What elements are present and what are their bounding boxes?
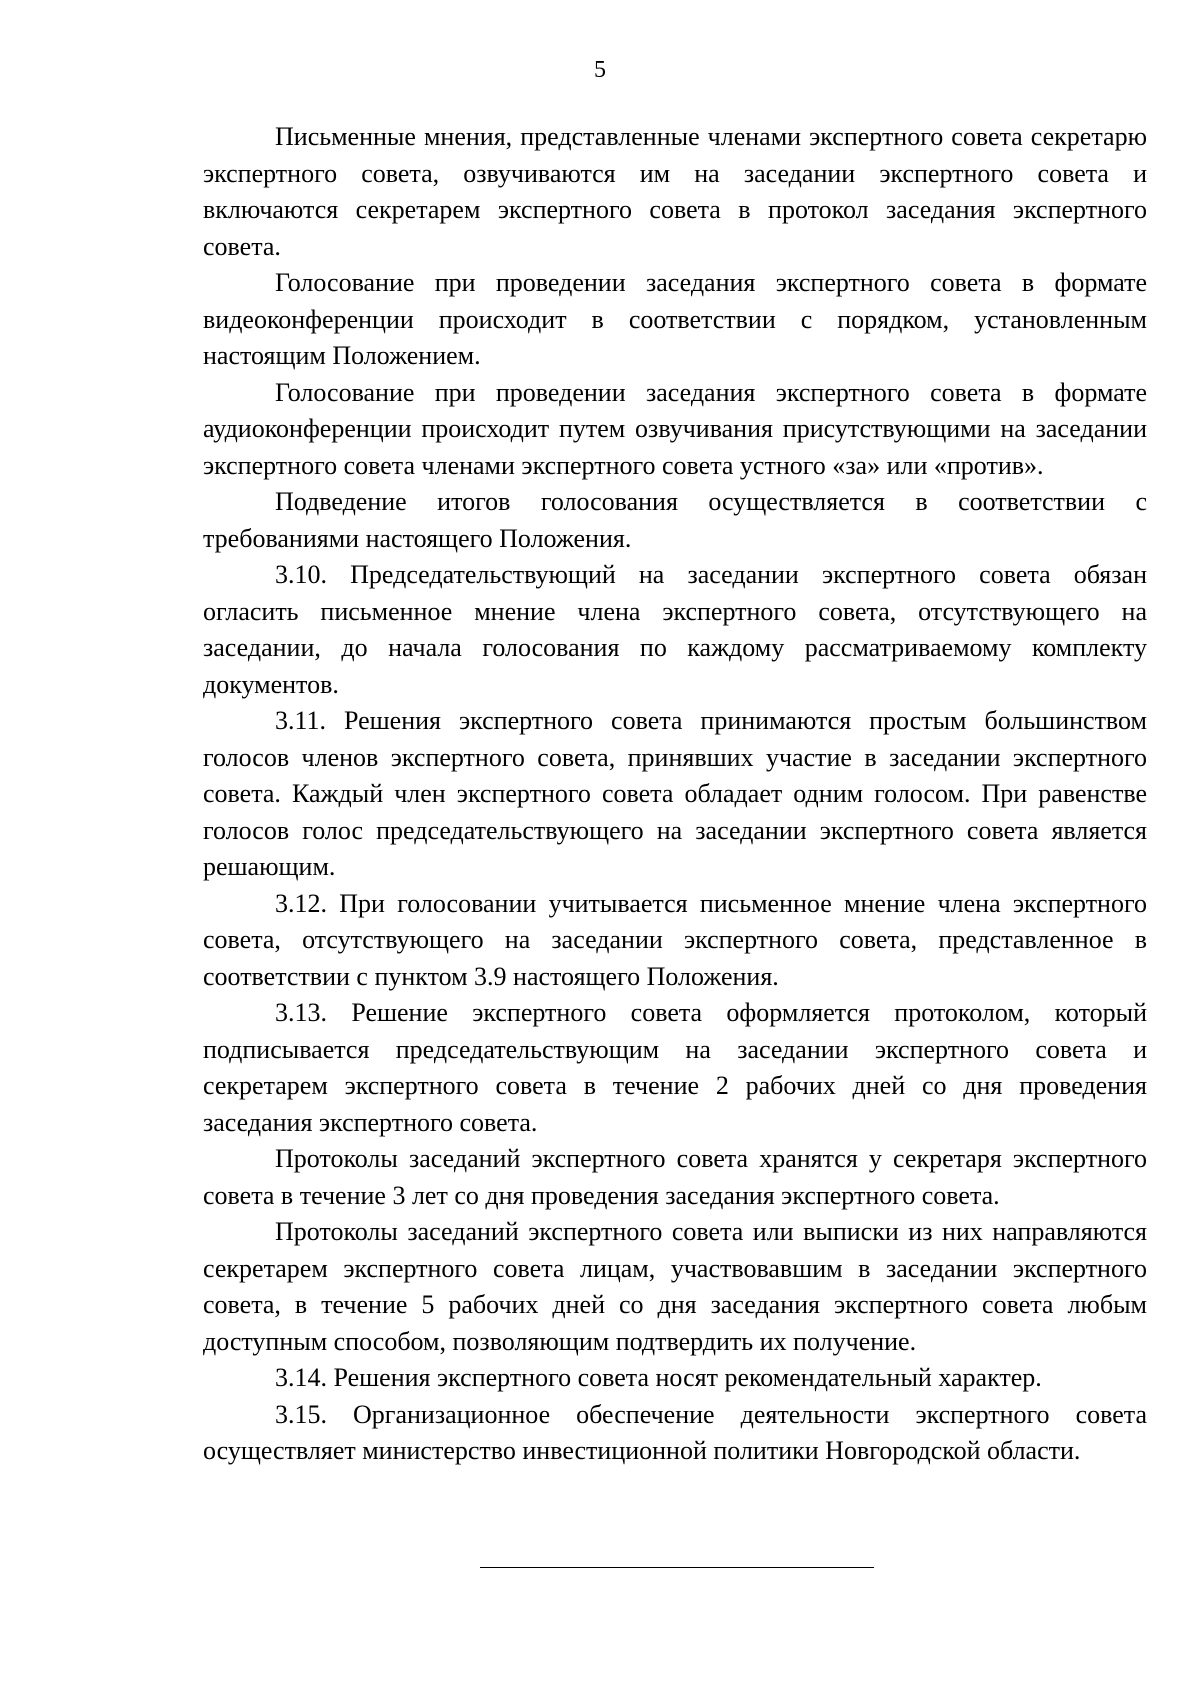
- clause-3-11: 3.11. Решения экспертного совета принимаются простым большинством голосов членов экспертного совета, принявших участие в заседании экспертного совета. Каждый член экспертного совета обладает одним голосом. При равенстве голосов голос председательствующего на заседании экспертного совета является решающим.: [203, 706, 1147, 881]
- clause-3-15: 3.15. Организационное обеспечение деятельности экспертного совета осуществляет министерство инвестиционной политики Новгородской области.: [203, 1399, 1147, 1465]
- paragraph-video-voting: Голосование при проведении заседания экспертного совета в формате видеоконференции происходит в соответствии с порядком, установленным настоящим Положением.: [203, 268, 1147, 370]
- paragraph-audio-voting: Голосование при проведении заседания экспертного совета в формате аудиоконференции происходит путем озвучивания присутствующими на заседании экспертного совета членами экспертного совета устного «за» или «против».: [203, 377, 1147, 480]
- paragraph-protocol-distribution: Протоколы заседаний экспертного совета или выписки из них направляются секретарем экспертного совета лицам, участвовавшим в заседании экспертного совета, в течение 5 рабочих дней со дня заседания экспертного совета любым доступным способом, позволяющим подтвердить их получение.: [203, 1217, 1147, 1356]
- clause-3-14: 3.14. Решения экспертного совета носят рекомендательный характер.: [275, 1363, 1042, 1392]
- clause-3-12: 3.12. При голосовании учитывается письменное мнение члена экспертного совета, отсутствующего на заседании экспертного совета, представленное в соответствии с пунктом 3.9 настоящего Положения.: [203, 888, 1147, 991]
- clause-3-13: 3.13. Решение экспертного совета оформляется протоколом, который подписывается председательствующим на заседании экспертного совета и секретарем экспертного совета в течение 2 рабочих дней со дня проведения заседания экспертного совета.: [203, 998, 1147, 1137]
- document-body: [203, 119, 1147, 1470]
- clause-3-10: 3.10. Председательствующий на заседании экспертного совета обязан огласить письменное мнение члена экспертного совета, отсутствующего на заседании, до начала голосования по каждому рассматриваемому комплекту документов.: [203, 560, 1147, 699]
- paragraph-protocol-storage: Протоколы заседаний экспертного совета хранятся у секретаря экспертного совета в течение 3 лет со дня проведения заседания экспертного совета.: [203, 1144, 1147, 1210]
- end-divider-line: [480, 1567, 874, 1568]
- paragraph-vote-results: Подведение итогов голосования осуществляется в соответствии с требованиями настоящего Положения.: [203, 487, 1147, 553]
- page-number: 5: [594, 57, 606, 83]
- paragraph-written-opinions: Письменные мнения, представленные членами экспертного совета секретарю экспертного совета, озвучиваются им на заседании экспертного совета и включаются секретарем экспертного совета в протокол заседания экспертного совета.: [203, 122, 1147, 261]
